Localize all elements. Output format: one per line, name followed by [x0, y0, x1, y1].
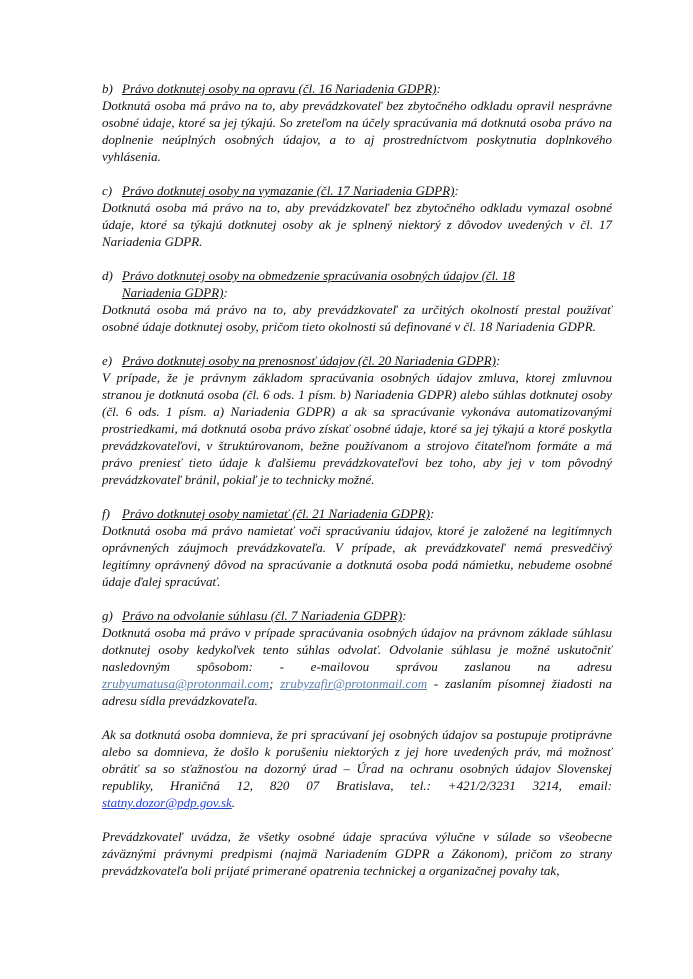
section-title: Právo na odvolanie súhlasu (čl. 7 Nariadenia GDPR) [122, 608, 403, 623]
heading-colon: : [436, 81, 441, 96]
section-letter: f) [102, 506, 110, 521]
section-title: Právo dotknutej osoby na obmedzenie spracúvania osobných údajov (čl. 18 Nariadenia GDPR) [122, 268, 515, 300]
section-e [102, 352, 612, 488]
section-text: Dotknutá osoba má právo na to, aby prevádzkovateľ bez zbytočného odkladu vymazal osobné údaje, ktoré sa týkajú dotknutej osoby ak je splnený niektorý z dôvodov uvedených v čl. 17 Nariadenia GDPR. [102, 200, 612, 249]
section-text: Dotknutá osoba má právo namietať voči spracúvaniu údajov, ktoré je založené na legitímnych oprávnených záujmoch prevádzkovateľa. V prípade, ak prevádzkovateľ nemá presvedčivý legitímny oprávnený dôvod na spracúvanie a dotknutá osoba podá námietku, nebudeme osobné údaje ďalej spracúvať. [102, 523, 612, 589]
closing-paragraph: Prevádzkovateľ uvádza, že všetky osobné údaje spracúva výlučne v súlade so všeobecne záväznými právnymi predpismi (najmä Nariadením GDPR a Zákonom), pričom zo strany prevádzkovateľa boli prijaté primerané opatrenia technickej a organizačnej povahy tak, [102, 829, 612, 878]
section-title: Právo dotknutej osoby na vymazanie (čl. 17 Nariadenia GDPR) [122, 183, 455, 198]
heading-colon: : [495, 353, 501, 368]
email-separator: ; [269, 676, 281, 691]
heading-colon: : [454, 183, 459, 198]
withdrawal-text: Dotknutá osoba má právo v prípade spracúvania osobných údajov na právnom základe súhlasu dotknutej osoby kedykoľvek tento súhlas odvolať. Odvolanie súhlasu je možné uskutočniť nasledovným spôsobom: - e-mailovou správou zaslanou na adresu [102, 625, 612, 674]
heading-colon: : [430, 506, 435, 521]
section-heading [102, 607, 612, 624]
section-text: Dotknutá osoba má právo na to, aby prevádzkovateľ za určitých okolností prestal používať osobné údaje dotknutej osoby, pričom tieto okolnosti sú definované v čl. 18 Nariadenia GDPR. [102, 302, 612, 334]
section-heading [102, 80, 612, 97]
section-g [102, 607, 612, 709]
section-title-wrap [122, 267, 552, 301]
complaint-paragraph [102, 726, 612, 811]
withdrawal-text-end: - zaslaním písomnej žiadosti na adresu sídla prevádzkovateľa. [102, 676, 612, 708]
complaint-text: Ak sa dotknutá osoba domnieva, že pri spracúvaní jej osobných údajov sa postupuje protiprávne alebo sa domnieva, že došlo k porušeniu niektorých z jej hore uvedených práv, má možnosť obrátiť sa so sťažnosťou na dozorný úrad – Úrad na ochranu osobných údajov Slovenskej republiky, Hraničná 12, 820 07 Bratislava, tel.: +421/2/3231 3214, email: [102, 727, 612, 793]
complaint-end: . [231, 795, 236, 810]
section-text [102, 624, 612, 709]
heading-colon: : [402, 608, 407, 623]
section-c [102, 182, 612, 250]
section-letter: g) [102, 608, 113, 623]
section-f [102, 505, 612, 590]
heading-colon: : [223, 285, 228, 300]
section-text: Dotknutá osoba má právo na to, aby prevádzkovateľ bez zbytočného odkladu opravil nesprávne osobné údaje, ktoré sa jej týkajú. So zreteľom na účely spracúvania má dotknutá osoba právo na doplnenie neúplných osobných údajov, a to aj prostredníctvom poskytnutia doplnkového vyhlásenia. [102, 98, 612, 164]
email-link-dozor[interactable]: statny.dozor@pdp.gov.sk [102, 795, 232, 810]
email-link-zafir[interactable]: zrubyzafir@protonmail.com [280, 676, 428, 691]
section-letter: c) [102, 183, 113, 198]
section-d [102, 267, 612, 335]
section-title: Právo dotknutej osoby na prenosnosť údajov (čl. 20 Nariadenia GDPR) [122, 353, 496, 368]
section-text: V prípade, že je právnym základom spracúvania osobných údajov zmluva, ktorej zmluvnou stranou je dotknutá osoba (čl. 6 ods. 1 písm. b) Nariadenia GDPR) alebo súhlas dotknutej osoby (čl. 6 ods. 1 písm. a) Nariadenia GDPR) a ak sa spracúvanie vykonáva automatizovanými prostriedkami, má dotknutá osoba právo získať osobné údaje, ktoré sa jej týkajú a ktoré poskytla prevádzkovateľovi, v štruktúrovanom, bežne používanom a strojovo čitateľnom formáte a má právo preniesť tieto údaje k ďalšiemu prevádzkovateľovi bez toho, aby jej v tom pôvodný prevádzkovateľ bránil, pokiaľ je to technicky možné. [102, 370, 612, 487]
section-heading [102, 505, 612, 522]
document-page [102, 80, 612, 879]
email-link-matusa[interactable]: zrubyumatusa@protonmail.com [102, 676, 270, 691]
section-letter: d) [102, 268, 113, 283]
section-title: Právo dotknutej osoby na opravu (čl. 16 Nariadenia GDPR) [122, 81, 437, 96]
section-letter: b) [102, 81, 113, 96]
section-heading [102, 267, 612, 301]
section-b [102, 80, 612, 165]
section-title: Právo dotknutej osoby namietať (čl. 21 Nariadenia GDPR) [122, 506, 431, 521]
section-heading [102, 352, 612, 369]
section-heading [102, 182, 612, 199]
section-letter: e) [102, 353, 113, 368]
